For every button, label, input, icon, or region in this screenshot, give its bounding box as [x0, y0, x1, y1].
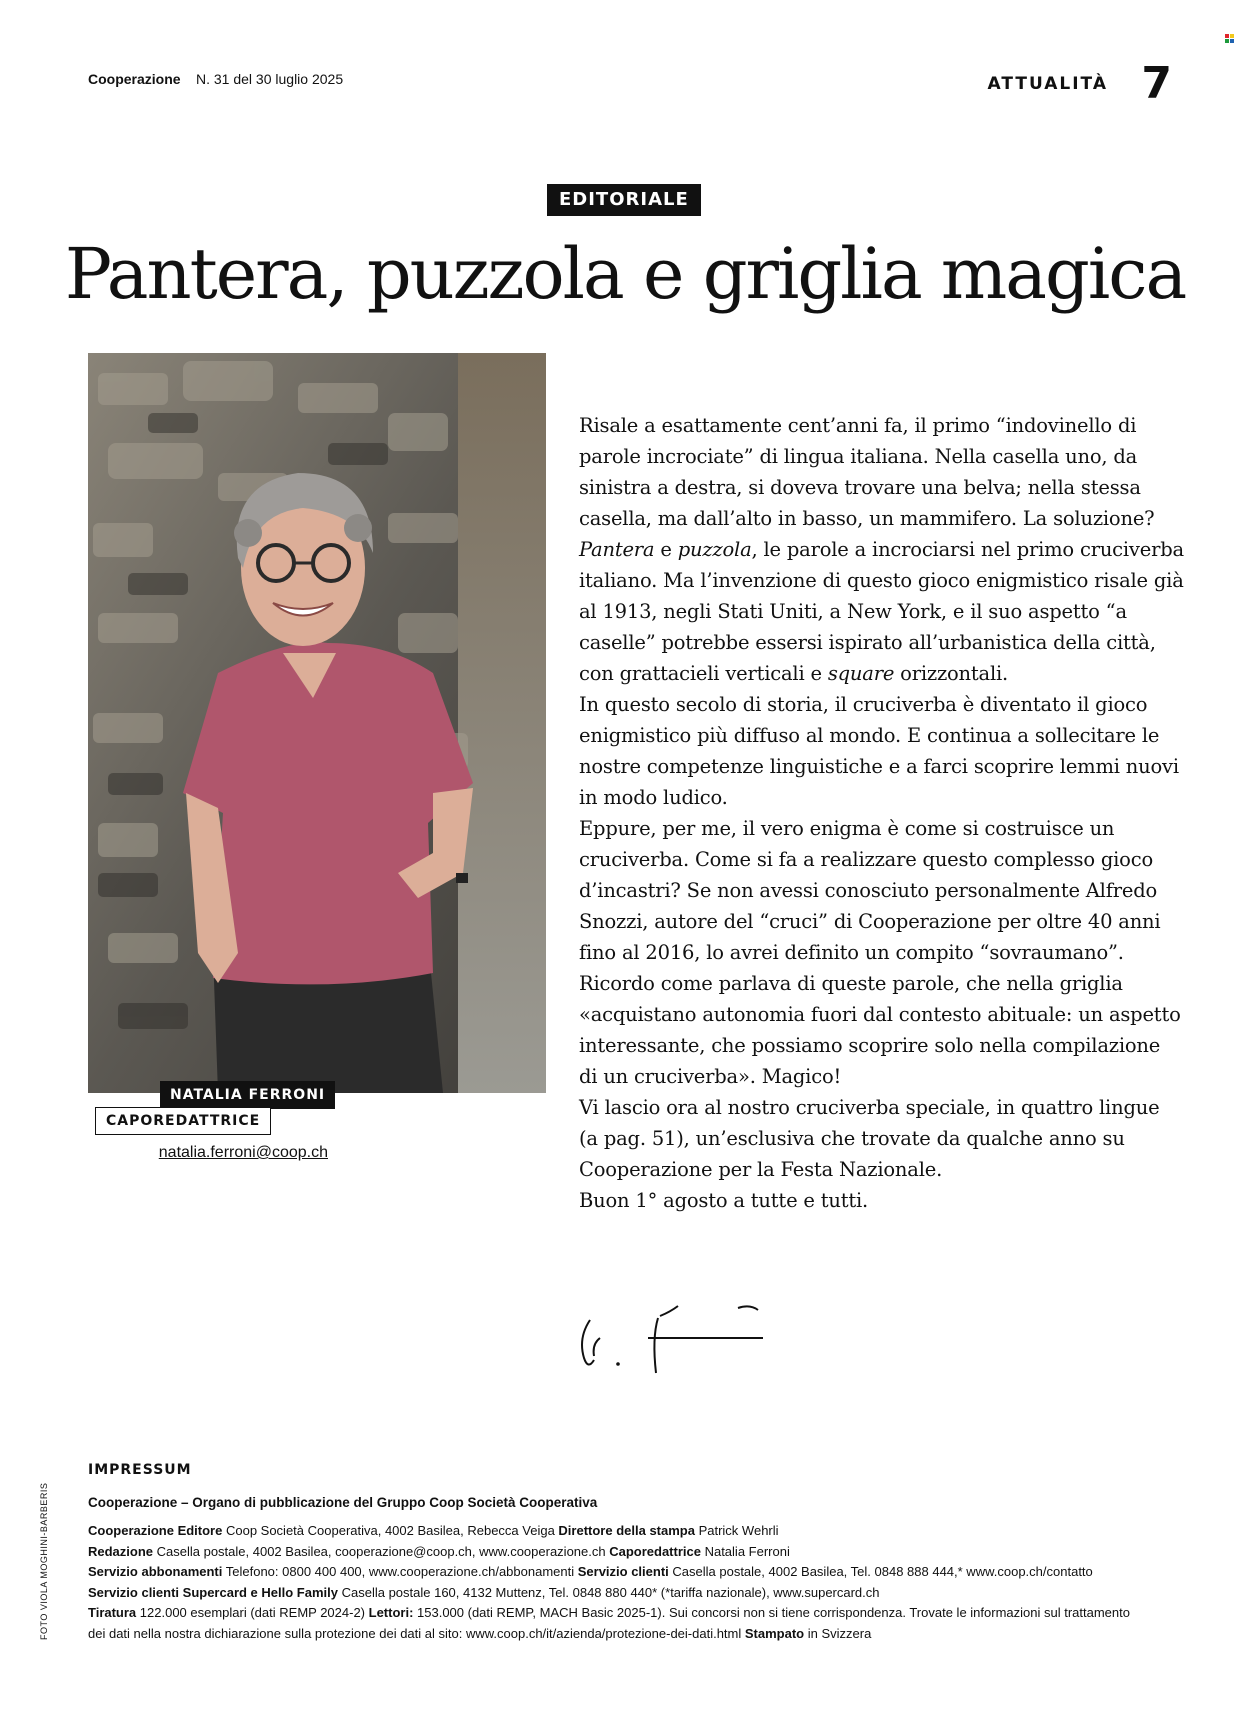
- section-name: ATTUALITÀ: [987, 74, 1108, 94]
- impressum-value: Casella postale, 4002 Basilea, cooperazione@coop.ch, www.cooperazione.ch: [153, 1543, 610, 1559]
- author-role: CAPOREDATTRICE: [95, 1107, 271, 1135]
- article-body: [579, 410, 1184, 1216]
- paragraph-2: In questo secolo di storia, il cruciverba è diventato il gioco enigmistico più diffuso al mondo. E continua a sollecitare le nostre competenze linguistiche e a farci scoprire lemmi nuovi in modo ludico.: [579, 693, 1179, 809]
- impressum-line-6: [88, 1624, 1198, 1645]
- impressum-key: Redazione: [88, 1543, 154, 1559]
- impressum-title: IMPRESSUM: [88, 1462, 192, 1478]
- author-photo: [88, 353, 546, 1093]
- impressum-value: Casella postale 160, 4132 Muttenz, Tel. 0848 880 440* (*tariffa nazionale), www.supercard.ch: [337, 1584, 880, 1600]
- impressum-org: Cooperazione – Organo di pubblicazione del Gruppo Coop Società Cooperativa: [88, 1495, 598, 1510]
- impressum-key: Lettori:: [368, 1605, 414, 1620]
- impressum-key: Caporedattrice: [609, 1543, 701, 1559]
- issue-date: N. 31 del 30 luglio 2025: [196, 71, 344, 87]
- paragraph-1-italic-square: square: [827, 662, 895, 685]
- impressum-key: Servizio abbonamenti: [88, 1564, 223, 1579]
- impressum-value: Natalia Ferroni: [700, 1543, 790, 1559]
- impressum-key: Tiratura: [88, 1605, 137, 1620]
- impressum-value: Casella postale, 4002 Basilea, Tel. 0848 888 444,* www.coop.ch/contatto: [668, 1564, 1093, 1579]
- photo-credit: FOTO VIOLA MOGHINI-BARBERIS: [39, 1482, 49, 1640]
- author-name: NATALIA FERRONI: [160, 1081, 335, 1109]
- paragraph-1-text-d: orizzontali.: [894, 662, 1009, 685]
- impressum-value: Coop Società Cooperativa, 4002 Basilea, Rebecca Veiga: [222, 1523, 559, 1538]
- author-email-link[interactable]: natalia.ferroni@coop.ch: [158, 1144, 328, 1161]
- impressum-key: Direttore della stampa: [558, 1523, 695, 1538]
- editorial-tag: EDITORIALE: [547, 184, 701, 216]
- paragraph-1-text-a: Risale a esattamente cent’anni fa, il primo “indovinello di parole incrociate” di lingua italiana. Nella casella uno, da sinistra a destra, si doveva trovare una belva; nella stessa casella, ma dall’alto in basso, un mammifero. La soluzione?: [579, 414, 1155, 530]
- publication-name: Cooperazione: [88, 71, 181, 87]
- page-number: 7: [1141, 58, 1172, 109]
- impressum-key: Servizio clienti Supercard e Hello Family: [88, 1584, 338, 1600]
- impressum-key: Stampato: [744, 1625, 805, 1641]
- paragraph-1: [579, 410, 1184, 689]
- paragraph-5: Vi lascio ora al nostro cruciverba speciale, in quattro lingue (a pag. 51), un’esclusiva che trovate da qualche anno su Cooperazione per la Festa Nazionale.: [579, 1096, 1160, 1181]
- paragraph-4: Ricordo come parlava di queste parole, che nella griglia «acquistano autonomia fuori dal contesto abituale: un aspetto interessante, che possiamo scoprire solo nella compilazione di un cruciverba». Magico!: [579, 972, 1181, 1088]
- paragraph-1-italic-pantera: Pantera: [579, 538, 655, 561]
- handwritten-signature: [578, 1298, 778, 1383]
- impressum-value: 122.000 esemplari (dati REMP 2024-2): [136, 1605, 369, 1620]
- paragraph-1-italic-puzzola: puzzola: [677, 538, 752, 561]
- paragraph-3: Eppure, per me, il vero enigma è come si costruisce un cruciverba. Come si fa a realizzare questo complesso gioco d’incastri? Se non avessi conosciuto personalmente Alfredo Snozzi, autore del “cruci” di Cooperazione per oltre 40 anni fino al 2016, lo avrei definito un compito “sovraumano”.: [579, 817, 1161, 964]
- impressum-line-3: [88, 1562, 1198, 1583]
- headline: Pantera, puzzola e griglia magica: [64, 233, 1186, 315]
- impressum-line-4: [88, 1583, 1198, 1604]
- paragraph-1-text-c: , le parole a incrociarsi nel primo cruciverba italiano. Ma l’invenzione di questo gioco enigmistico risale già al 1913, negli Stati Uniti, a New York, e il suo aspetto “a caselle” potrebbe essersi ispirato all’urbanistica della città, con grattacieli verticali e: [579, 538, 1184, 685]
- impressum-line-2: [88, 1542, 1198, 1563]
- impressum-value: 153.000 (dati REMP, MACH Basic 2025-1). Sui concorsi non si tiene corrispondenza. Trovate le informazioni sul trattamento: [413, 1605, 1130, 1620]
- impressum-value: Patrick Wehrli: [694, 1523, 779, 1538]
- paragraph-1-text-b: e: [654, 538, 678, 561]
- impressum-key: Cooperazione Editore: [88, 1523, 223, 1538]
- paragraph-6: Buon 1° agosto a tutte e tutti.: [579, 1189, 869, 1212]
- color-registration-mark: [1225, 34, 1234, 43]
- impressum-line-5: [88, 1603, 1198, 1624]
- impressum-key: Servizio clienti: [577, 1564, 669, 1579]
- impressum-value: dei dati nella nostra dichiarazione sulla protezione dei dati al sito: www.coop.ch/it/azienda/protezione-dei-dati.html: [88, 1625, 745, 1641]
- impressum-value: Telefono: 0800 400 400, www.cooperazione.ch/abbonamenti: [222, 1564, 578, 1579]
- impressum-value: in Svizzera: [804, 1625, 872, 1641]
- impressum-details: [88, 1521, 1198, 1644]
- impressum-line-1: [88, 1521, 1198, 1542]
